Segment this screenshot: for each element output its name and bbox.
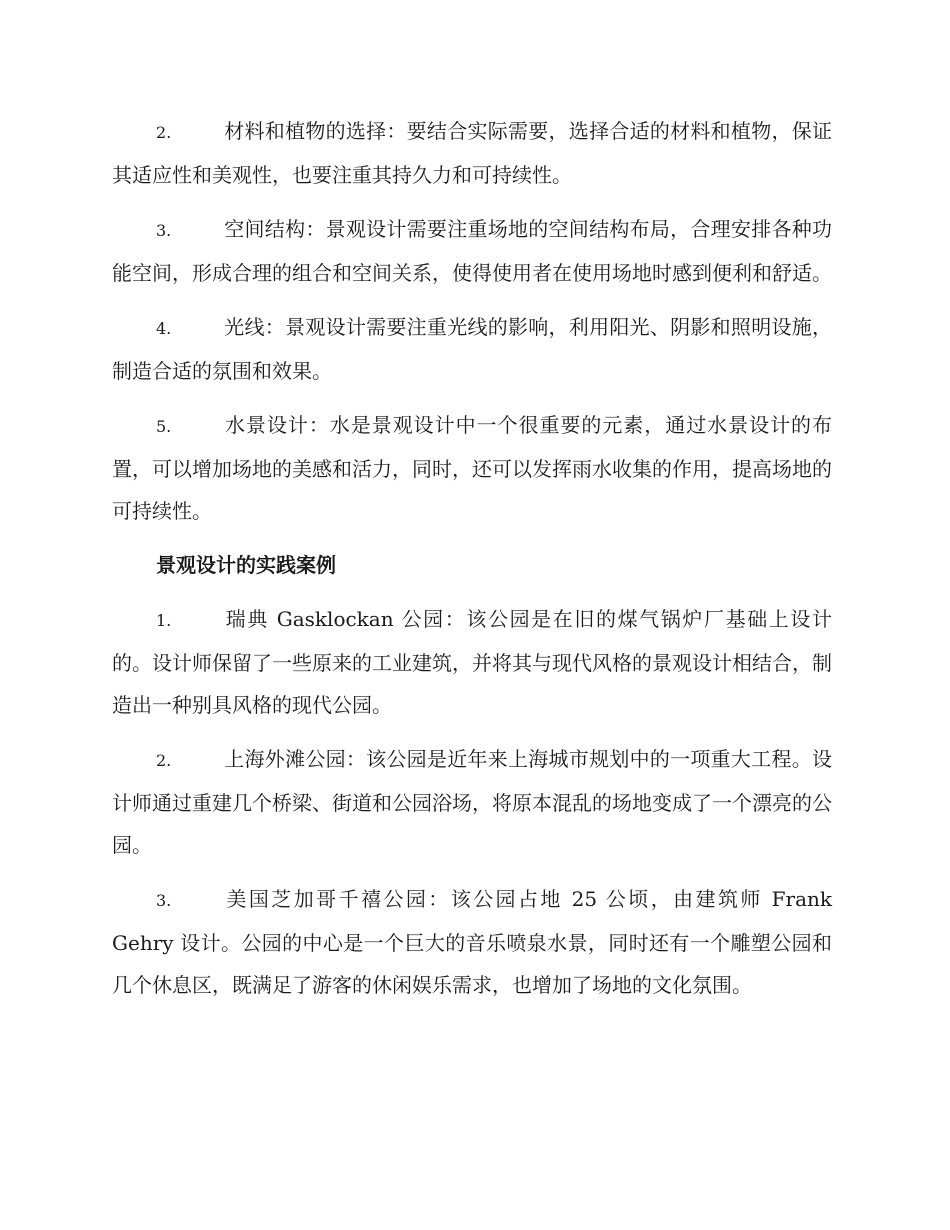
- section-heading: 景观设计的实践案例: [156, 553, 336, 577]
- list-text: 水景设计：水是景观设计中一个很重要的元素，通过水景设计的布置，可以增加场地的美感和活力，同时，还可以发挥雨水收集的作用，提高场地的可持续性。: [112, 413, 832, 523]
- list-item: [112, 110, 832, 196]
- list-number: 1.: [156, 611, 172, 630]
- list-item: [112, 878, 832, 1006]
- list-number: 5.: [156, 417, 172, 436]
- list-item: [112, 404, 832, 532]
- list-item: [112, 306, 832, 392]
- list-number: 2.: [156, 751, 172, 770]
- list-number: 3.: [156, 891, 172, 910]
- list-text: 美国芝加哥千禧公园：该公园占地 25 公顷，由建筑师 Frank Gehry 设计。公园的中心是一个巨大的音乐喷泉水景，同时还有一个雕塑公园和几个休息区，既满足了游客的休闲娱乐需求，也增加了场地的文化氛围。: [112, 887, 832, 997]
- document-page: [112, 110, 832, 1018]
- list-text: 空间结构：景观设计需要注重场地的空间结构布局，合理安排各种功能空间，形成合理的组合和空间关系，使得使用者在使用场地时感到便利和舒适。: [112, 217, 832, 285]
- list-text: 瑞典 Gasklockan 公园：该公园是在旧的煤气锅炉厂基础上设计的。设计师保留了一些原来的工业建筑，并将其与现代风格的景观设计相结合，制造出一种别具风格的现代公园。: [112, 607, 832, 717]
- list-item: [112, 598, 832, 726]
- list-item: [112, 208, 832, 294]
- list-text: 光线：景观设计需要注重光线的影响，利用阳光、阴影和照明设施，制造合适的氛围和效果。: [112, 315, 832, 383]
- list-text: 上海外滩公园：该公园是近年来上海城市规划中的一项重大工程。设计师通过重建几个桥梁、街道和公园浴场，将原本混乱的场地变成了一个漂亮的公园。: [112, 747, 832, 857]
- list-number: 3.: [156, 221, 172, 240]
- list-item: [112, 738, 832, 866]
- list-number: 2.: [156, 123, 172, 142]
- list-text: 材料和植物的选择：要结合实际需要，选择合适的材料和植物，保证其适应性和美观性，也要注重其持久力和可持续性。: [112, 119, 832, 187]
- list-number: 4.: [156, 319, 172, 338]
